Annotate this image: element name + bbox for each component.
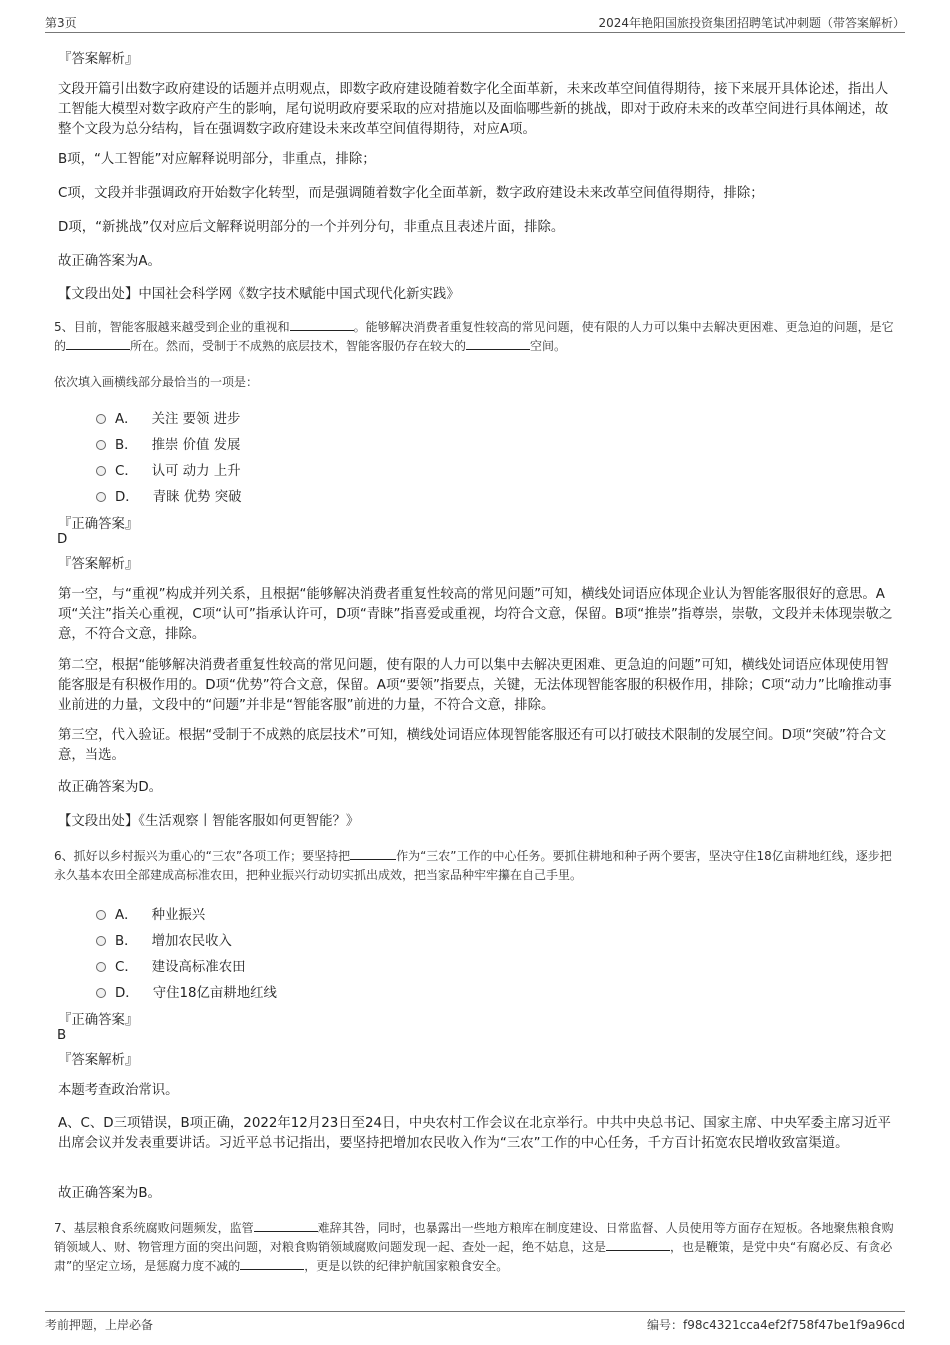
question-stem: 6、抓好以乡村振兴为重心的“三农”各项工作；要坚持把 作为“三农”工作的中心任务。要抓住耕地和种子两个要害，坚决守住18亿亩耕地红线，逐步把永久基本农田全部建成高标准农田，把种业振兴行动切实抓出成效，把当家品种牢牢攥在自己手里。: [54, 849, 892, 882]
question-instruction: 依次填入画横线部分最恰当的一项是：: [54, 375, 259, 389]
option-c[interactable]: C． 建设高标准农田: [96, 955, 245, 975]
fill-blank: [350, 847, 396, 860]
analysis-tag: 『答案解析』: [58, 52, 139, 67]
radio-icon[interactable]: [96, 988, 106, 998]
fill-blank: [466, 337, 530, 350]
correct-answer-tag: 『正确答案』: [58, 517, 139, 532]
option-a[interactable]: A． 关注 要领 进步: [96, 407, 240, 427]
fill-blank: [240, 1257, 304, 1270]
fill-blank: [254, 1219, 318, 1232]
question-stem: 5、目前，智能客服越来越受到企业的重视和 。能够解决消费者重复性较高的常见问题，使有限的人力可以集中去解决更困难、更急迫的问题，是它的 所在。然而，受制于不成熟的底层技术，智能客服仍存在较大的 空间。: [54, 320, 894, 353]
radio-icon[interactable]: [96, 962, 106, 972]
radio-icon[interactable]: [96, 936, 106, 946]
analysis-paragraph: 文段开篇引出数字政府建设的话题并点明观点，即数字政府建设随着数字化全面革新，未来改革空间值得期待，接下来展开具体论述，指出人工智能大模型对数字政府产生的影响，尾句说明政府要采取的应对措施以及面临哪些新的挑战，即对于政府未来的改革空间进行具体阐述，故整个文段为总分结构，旨在强调数字政府建设未来改革空间值得期待，对应A项。: [58, 82, 889, 137]
option-a[interactable]: A． 种业振兴: [96, 903, 205, 923]
option-d[interactable]: D． 青睐 优势 突破: [96, 485, 242, 505]
radio-icon[interactable]: [96, 466, 106, 476]
source-citation: 【文段出处】中国社会科学网《数字技术赋能中国式现代化新实践》: [58, 287, 460, 302]
analysis-paragraph: D项，“新挑战”仅对应后文解释说明部分的一个并列分句，非重点且表述片面，排除。: [58, 220, 565, 235]
question-stem: 7、基层粮食系统腐败问题频发，监管 难辞其咎，同时，也暴露出一些地方粮库在制度建设、日常监督、人员使用等方面存在短板。各地聚焦粮食购销领域人、财、物管理方面的突出问题，对粮食购销领域腐败问题发现一起、查处一起，绝不姑息，这是 ，也是鞭策，是党中央“有腐必反、有贪必肃”的坚定立场，是惩腐力度不减的 ，更是以铁的纪律护航国家粮食安全。: [54, 1221, 894, 1273]
analysis-paragraph: 第二空，根据“能够解决消费者重复性较高的常见问题，使有限的人力可以集中去解决更困难、更急迫的问题”可知，横线处词语应体现使用智能客服是有积极作用的。D项“优势”符合文意，保留。A项“要领”指要点，关键，无法体现智能客服的积极作用，排除；C项“动力”比喻推动事业前进的力量，文段中的“问题”并非是“智能客服”前进的力量，不符合文意，排除。: [58, 658, 892, 713]
answer-conclusion: 故正确答案为D。: [58, 780, 163, 795]
radio-icon[interactable]: [96, 910, 106, 920]
correct-answer: D: [57, 532, 68, 547]
analysis-tag: 『答案解析』: [58, 1053, 139, 1068]
analysis-paragraph: 第一空，与“重视”构成并列关系，且根据“能够解决消费者重复性较高的常见问题”可知，横线处词语应体现企业认为智能客服很好的意思。A项“关注”指关心重视，C项“认可”指承认许可，D项“青睐”指喜爱或重视，均符合文意，保留。B项“推崇”指尊崇，崇敬，文段并未体现崇敬之意，不符合文意，排除。: [58, 587, 893, 642]
answer-conclusion: 故正确答案为A。: [58, 254, 161, 269]
page-header: [45, 12, 905, 33]
analysis-paragraph: A、C、D三项错误，B项正确，2022年12月23日至24日，中央农村工作会议在北京举行。中共中央总书记、国家主席、中央军委主席习近平出席会议并发表重要讲话。习近平总书记指出，要坚持把增加农民收入作为“三农”工作的中心任务，千方百计拓宽农民增收致富渠道。: [58, 1116, 891, 1151]
document-id: 编号：f98c4321cca4ef2f758f47be1f9a96cd: [646, 1318, 905, 1332]
answer-conclusion: 故正确答案为B。: [58, 1186, 161, 1201]
option-d[interactable]: D． 守住18亿亩耕地红线: [96, 981, 277, 1001]
option-b[interactable]: B． 增加农民收入: [96, 929, 232, 949]
analysis-paragraph: B项，“人工智能”对应解释说明部分，非重点，排除；: [58, 152, 376, 167]
option-c[interactable]: C． 认可 动力 上升: [96, 459, 241, 479]
correct-answer-tag: 『正确答案』: [58, 1013, 139, 1028]
radio-icon[interactable]: [96, 414, 106, 424]
analysis-paragraph: C项，文段并非强调政府开始数字化转型，而是强调随着数字化全面革新，数字政府建设未来改革空间值得期待，排除；: [58, 186, 764, 201]
fill-blank: [66, 337, 130, 350]
option-b[interactable]: B． 推崇 价值 发展: [96, 433, 240, 453]
page-footer: [45, 1311, 905, 1336]
radio-icon[interactable]: [96, 440, 106, 450]
footer-slogan: 考前押题，上岸必备: [45, 1318, 154, 1332]
analysis-paragraph: 本题考查政治常识。: [58, 1083, 179, 1098]
analysis-tag: 『答案解析』: [58, 557, 139, 572]
document-title: 2024年艳阳国旅投资集团招聘笔试冲刺题（带答案解析）: [598, 16, 905, 30]
source-citation: 【文段出处】《生活观察丨智能客服如何更智能？》: [58, 814, 360, 829]
correct-answer: B: [57, 1028, 67, 1043]
page-number: 第3页: [45, 16, 77, 30]
radio-icon[interactable]: [96, 492, 106, 502]
fill-blank: [606, 1238, 670, 1251]
fill-blank: [290, 318, 354, 331]
analysis-paragraph: 第三空，代入验证。根据“受制于不成熟的底层技术”可知，横线处词语应体现智能客服还有可以打破技术限制的发展空间。D项“突破”符合文意，当选。: [58, 728, 887, 763]
